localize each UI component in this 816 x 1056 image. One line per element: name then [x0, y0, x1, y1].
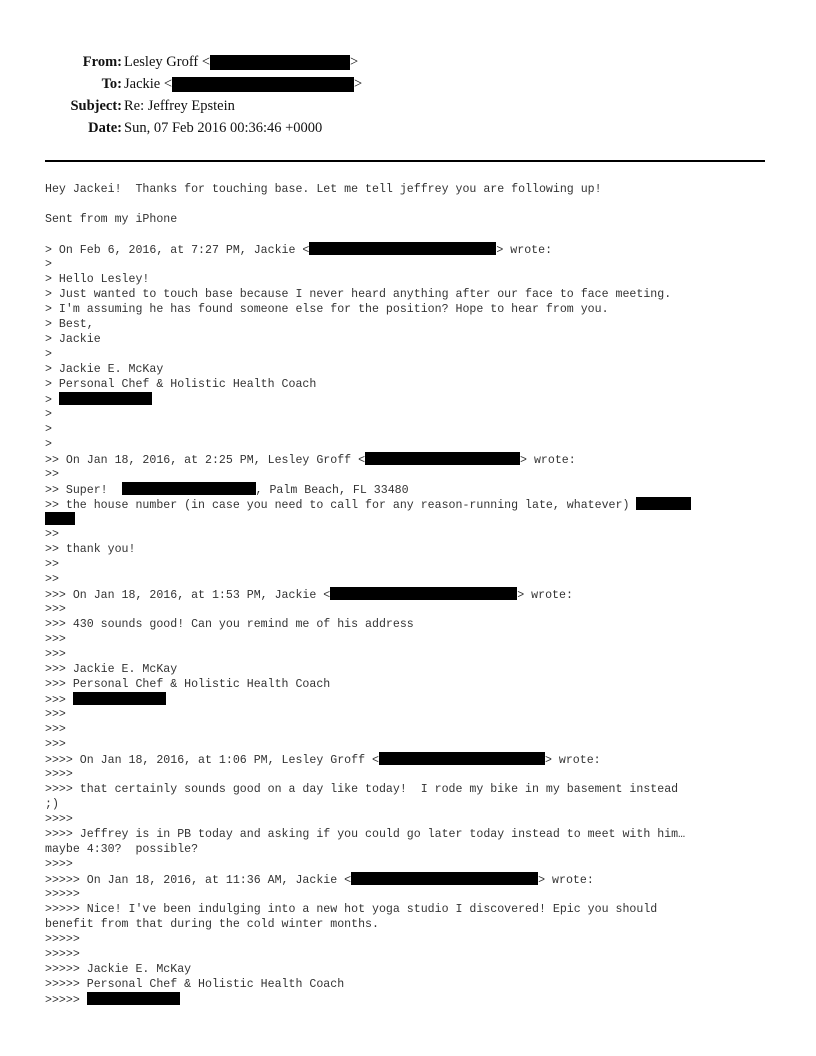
body-line	[45, 602, 770, 617]
line-text: >> the house number (in case you need to call for any reason-running late, whatever)	[45, 499, 637, 512]
body-line	[45, 647, 770, 662]
body-line	[45, 917, 770, 932]
line-text: > wrote:	[517, 589, 573, 602]
line-text: >>>>>	[45, 888, 80, 901]
body-line	[45, 812, 770, 827]
from-label: From:	[82, 54, 122, 70]
date-value: Sun, 07 Feb 2016 00:36:46 +0000	[124, 120, 323, 136]
line-text: >>>>	[45, 858, 73, 871]
line-text: maybe 4:30? possible?	[45, 843, 199, 856]
line-text: > Jackie E. McKay	[45, 363, 164, 376]
subject-row	[0, 96, 816, 116]
line-text: >>>	[45, 633, 66, 646]
line-text: > I'm assuming he has found someone else for the position? Hope to hear from you.	[45, 303, 609, 316]
redaction-block	[210, 55, 350, 70]
body-line	[45, 452, 770, 467]
from-value	[124, 52, 358, 72]
body-line	[45, 872, 770, 887]
line-text: >>>	[45, 738, 66, 751]
body-line	[45, 482, 770, 497]
body-line	[45, 692, 770, 707]
line-text: benefit from that during the cold winter months.	[45, 918, 379, 931]
line-text: > Jackie	[45, 333, 101, 346]
to-name: Jackie <	[124, 76, 173, 92]
body-line	[45, 887, 770, 902]
body-line	[45, 857, 770, 872]
line-text: > wrote:	[496, 244, 553, 257]
line-text: >>>>> Nice! I've been indulging into a new hot yoga studio I discovered! Epic you should	[45, 903, 658, 916]
date-row	[0, 118, 816, 138]
body-line	[45, 377, 770, 392]
body-line	[45, 722, 770, 737]
line-text: >> thank you!	[45, 543, 136, 556]
to-row	[0, 74, 816, 94]
body-line	[45, 677, 770, 692]
body-line	[45, 977, 770, 992]
line-text: >	[45, 394, 59, 407]
line-text: >>>> that certainly sounds good on a day like today! I rode my bike in my basement instead	[45, 783, 679, 796]
body-line	[45, 242, 770, 257]
redaction-block	[122, 482, 256, 495]
from-row	[0, 52, 816, 72]
redaction-block	[309, 242, 496, 255]
body-line	[45, 332, 770, 347]
redaction-block	[87, 992, 180, 1005]
to-label: To:	[101, 76, 122, 92]
body-line	[45, 992, 770, 1007]
line-text: ;)	[45, 798, 59, 811]
body-line	[45, 302, 770, 317]
to-value	[124, 74, 362, 94]
line-text: > Hello Lesley!	[45, 273, 150, 286]
line-text: >	[45, 438, 52, 451]
body-line	[45, 662, 770, 677]
line-text: >	[45, 408, 52, 421]
redaction-block	[636, 497, 691, 510]
body-line	[45, 782, 770, 797]
line-text: >>>>	[45, 768, 73, 781]
body-line	[45, 797, 770, 812]
body-line	[45, 542, 770, 557]
line-text: > wrote:	[544, 754, 601, 767]
line-text: >> On Jan 18, 2016, at 2:25 PM, Lesley Groff <	[45, 454, 366, 467]
line-text: >>> On Jan 18, 2016, at 1:53 PM, Jackie <	[45, 589, 331, 602]
body-line	[45, 557, 770, 572]
redaction-block	[172, 77, 354, 92]
line-text: >>>>	[45, 813, 73, 826]
line-text: >>>	[45, 648, 66, 661]
line-text: >>> Jackie E. McKay	[45, 663, 178, 676]
body-line	[45, 947, 770, 962]
body-line	[45, 752, 770, 767]
line-text: >>>>>	[45, 994, 87, 1007]
date-label: Date:	[88, 120, 122, 136]
line-text: >>>	[45, 723, 66, 736]
line-text: >	[45, 348, 52, 361]
redaction-block	[379, 752, 545, 765]
redaction-block	[59, 392, 152, 405]
redaction-block	[351, 872, 538, 885]
body-line	[45, 527, 770, 542]
body-line	[45, 182, 770, 197]
line-text: >> Super!	[45, 484, 122, 497]
to-close: >	[354, 76, 363, 92]
from-close: >	[350, 54, 359, 70]
line-text: Sent from my iPhone	[45, 213, 178, 226]
line-text: > Personal Chef & Holistic Health Coach	[45, 378, 317, 391]
line-text: >>>>>	[45, 948, 80, 961]
line-text: >>>	[45, 708, 66, 721]
body-line	[45, 422, 770, 437]
line-text: > On Feb 6, 2016, at 7:27 PM, Jackie <	[45, 244, 310, 257]
body-line	[45, 842, 770, 857]
header-divider	[45, 160, 765, 162]
redaction-block	[73, 692, 166, 705]
body-line	[45, 497, 770, 512]
line-text: >>>> On Jan 18, 2016, at 1:06 PM, Lesley Groff <	[45, 754, 379, 767]
body-line	[45, 197, 770, 212]
email-body	[45, 182, 770, 1007]
line-text: >>>>>	[45, 933, 80, 946]
redaction-block	[365, 452, 520, 465]
line-text: > Best,	[45, 318, 94, 331]
body-line	[45, 257, 770, 272]
body-line	[45, 827, 770, 842]
body-line	[45, 707, 770, 722]
body-line	[45, 512, 770, 527]
line-text: >>>>> On Jan 18, 2016, at 11:36 AM, Jackie <	[45, 874, 352, 887]
body-line	[45, 632, 770, 647]
body-line	[45, 347, 770, 362]
body-line	[45, 362, 770, 377]
body-line	[45, 737, 770, 752]
line-text: >>	[45, 468, 59, 481]
from-name: Lesley Groff <	[124, 54, 211, 70]
line-text: > wrote:	[538, 874, 594, 887]
subject-value: Re: Jeffrey Epstein	[124, 98, 235, 114]
body-line	[45, 962, 770, 977]
body-line	[45, 572, 770, 587]
line-text: >>>>> Jackie E. McKay	[45, 963, 192, 976]
body-line	[45, 932, 770, 947]
line-text: >>>	[45, 603, 66, 616]
line-text: , Palm Beach, FL 33480	[255, 484, 409, 497]
line-text: >>	[45, 573, 59, 586]
line-text: > Just wanted to touch base because I never heard anything after our face to face meeting.	[45, 288, 672, 301]
line-text: >	[45, 258, 52, 271]
line-text: >>	[45, 558, 59, 571]
line-text: >>>>> Personal Chef & Holistic Health Coach	[45, 978, 345, 991]
body-line	[45, 407, 770, 422]
line-text: Hey Jackei! Thanks for touching base. Let me tell jeffrey you are following up!	[45, 183, 602, 196]
body-line	[45, 467, 770, 482]
line-text: >>>	[45, 694, 73, 707]
body-line	[45, 587, 770, 602]
redaction-block	[330, 587, 517, 600]
body-line	[45, 287, 770, 302]
line-text: >>>> Jeffrey is in PB today and asking if you could go later today instead to meet with him…	[45, 828, 686, 841]
body-line	[45, 227, 770, 242]
redaction-block	[45, 512, 75, 525]
line-text: >>	[45, 528, 59, 541]
line-text: > wrote:	[520, 454, 576, 467]
line-text: >>> Personal Chef & Holistic Health Coach	[45, 678, 331, 691]
body-line	[45, 392, 770, 407]
subject-label: Subject:	[70, 98, 122, 114]
line-text: >>> 430 sounds good! Can you remind me of his address	[45, 618, 414, 631]
body-line	[45, 317, 770, 332]
body-line	[45, 212, 770, 227]
body-line	[45, 767, 770, 782]
body-line	[45, 617, 770, 632]
body-line	[45, 437, 770, 452]
line-text: >	[45, 423, 52, 436]
body-line	[45, 272, 770, 287]
body-line	[45, 902, 770, 917]
